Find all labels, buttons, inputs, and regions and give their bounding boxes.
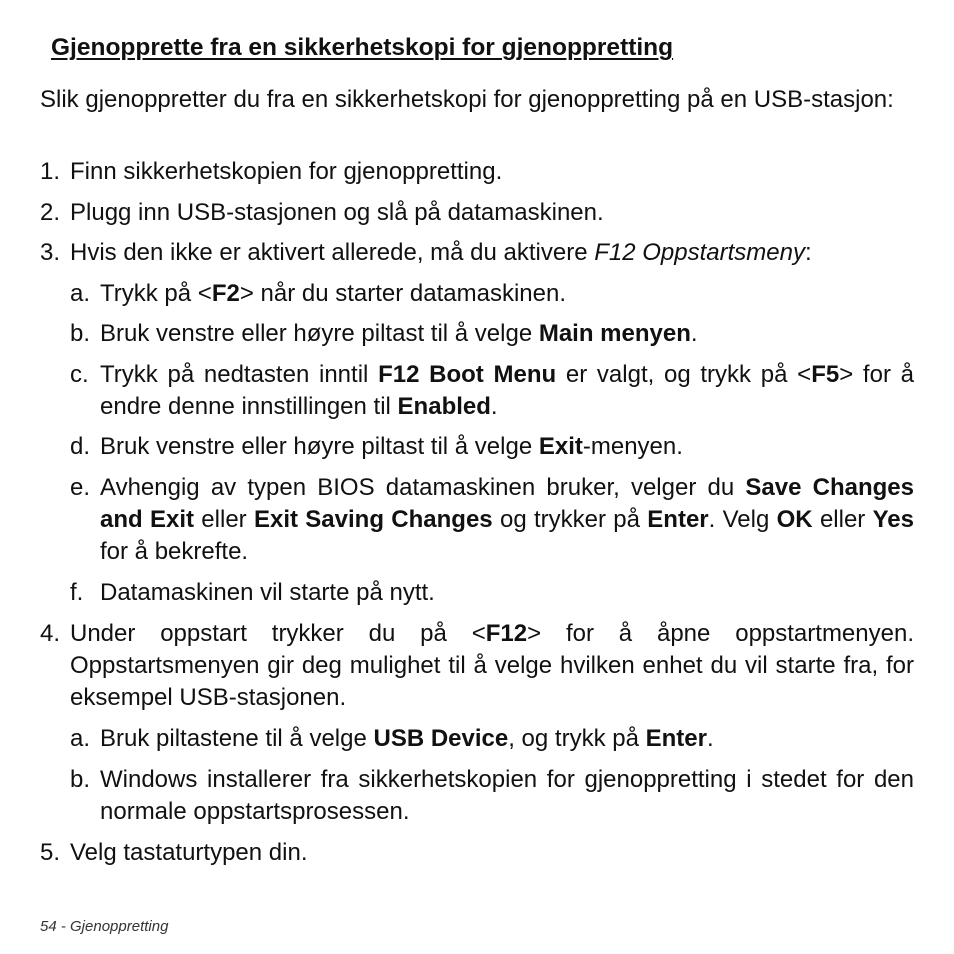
- text-run: -menyen.: [582, 433, 683, 460]
- substep-text: [100, 318, 914, 350]
- substep-text: [100, 278, 914, 310]
- substep-3a: [70, 278, 914, 310]
- step-text: Plugg inn USB-stasjonen og slå på datamaskinen.: [70, 199, 604, 226]
- step-number: 5.: [40, 839, 61, 866]
- substep-letter: c.: [70, 361, 89, 388]
- substep-3b: [70, 318, 914, 350]
- substep-text: [100, 431, 914, 463]
- text-run: > for å endre denne innstillingen til: [100, 361, 914, 420]
- substep-letter: a.: [70, 725, 91, 752]
- step-2: [40, 197, 914, 229]
- substep-3f: [70, 577, 914, 609]
- step-4: [40, 618, 914, 714]
- step-number: 4.: [40, 620, 61, 647]
- step-text: Velg tastaturtypen din.: [70, 839, 308, 866]
- text-run: Hvis den ikke er aktivert allerede, må du aktivere: [70, 239, 595, 266]
- substep-4a: [70, 723, 914, 755]
- text-run: for å bekrefte.: [100, 538, 249, 565]
- substep-letter: a.: [70, 280, 91, 307]
- substep-text: [100, 723, 914, 755]
- substep-text: [100, 472, 914, 568]
- substep-3d: [70, 431, 914, 463]
- step-3: [40, 237, 914, 269]
- key-label: F12 Boot Menu: [378, 361, 557, 388]
- key-label: Save Changes and Exit: [100, 474, 914, 533]
- substep-3e: [70, 472, 914, 568]
- key-label: OK: [776, 506, 813, 533]
- key-label: F2: [211, 280, 240, 307]
- text-run: > for å åpne oppstartmenyen. Oppstartsmenyen gir deg mulighet til å velge hvilken enhet du vil starte fra, for eksempel USB-stasjonen.: [70, 620, 914, 711]
- text-run: Bruk venstre eller høyre piltast til å velge: [100, 433, 539, 460]
- key-label: Exit Saving Changes: [253, 506, 493, 533]
- step-1: [40, 156, 914, 188]
- substep-letter: b.: [70, 320, 91, 347]
- text-run: .: [490, 393, 498, 420]
- key-label: Exit: [538, 433, 583, 460]
- text-run: eller: [194, 506, 254, 533]
- substep-text: [100, 359, 914, 423]
- substep-letter: e.: [70, 474, 91, 501]
- step-text: Finn sikkerhetskopien for gjenoppretting.: [70, 158, 503, 185]
- menu-name-emphasis: F12 Oppstartsmeny: [594, 239, 805, 266]
- text-run: .: [690, 320, 698, 347]
- step-number: 1.: [40, 158, 61, 185]
- key-label: Enter: [647, 506, 709, 533]
- text-run: er valgt, og trykk på <: [556, 361, 812, 388]
- substep-text: Datamaskinen vil starte på nytt.: [100, 579, 435, 606]
- text-run: .: [706, 725, 714, 752]
- text-run: Trykk på <: [100, 280, 212, 307]
- step-5: [40, 837, 914, 869]
- key-label: F12: [485, 620, 528, 647]
- text-run: Avhengig av typen BIOS datamaskinen bruker, velger du: [100, 474, 746, 501]
- text-run: og trykker på: [492, 506, 648, 533]
- substep-letter: d.: [70, 433, 91, 460]
- substep-letter: b.: [70, 766, 91, 793]
- key-label: USB Device: [373, 725, 509, 752]
- intro-paragraph: Slik gjenoppretter du fra en sikkerhetskopi for gjenoppretting på en USB-stasjon:: [40, 86, 894, 113]
- key-label: Enabled: [397, 393, 491, 420]
- substep-3c: [70, 359, 914, 423]
- text-run: eller: [812, 506, 873, 533]
- substep-letter: f.: [70, 579, 84, 606]
- substep-text: Windows installerer fra sikkerhetskopien for gjenoppretting i stedet for den normale oppstartsprosessen.: [100, 766, 914, 825]
- text-run: Bruk piltastene til å velge: [100, 725, 374, 752]
- text-run: , og trykk på: [508, 725, 646, 752]
- text-run: Trykk på nedtasten inntil: [100, 361, 379, 388]
- text-run: :: [804, 239, 812, 266]
- step-text: [70, 618, 914, 714]
- text-run: Under oppstart trykker du på <: [70, 620, 486, 647]
- step-number: 3.: [40, 239, 61, 266]
- key-label: Enter: [645, 725, 707, 752]
- page-footer: 54 - Gjenoppretting: [40, 918, 169, 935]
- text-run: . Velg: [708, 506, 777, 533]
- key-label: F5: [811, 361, 840, 388]
- text-run: Bruk venstre eller høyre piltast til å velge: [100, 320, 539, 347]
- key-label: Yes: [872, 506, 914, 533]
- key-label: Main menyen: [538, 320, 691, 347]
- step-number: 2.: [40, 199, 61, 226]
- section-heading: Gjenopprette fra en sikkerhetskopi for gjenoppretting: [51, 34, 674, 61]
- text-run: > når du starter datamaskinen.: [239, 280, 567, 307]
- substep-4b: [70, 764, 914, 828]
- step-text: [70, 237, 914, 269]
